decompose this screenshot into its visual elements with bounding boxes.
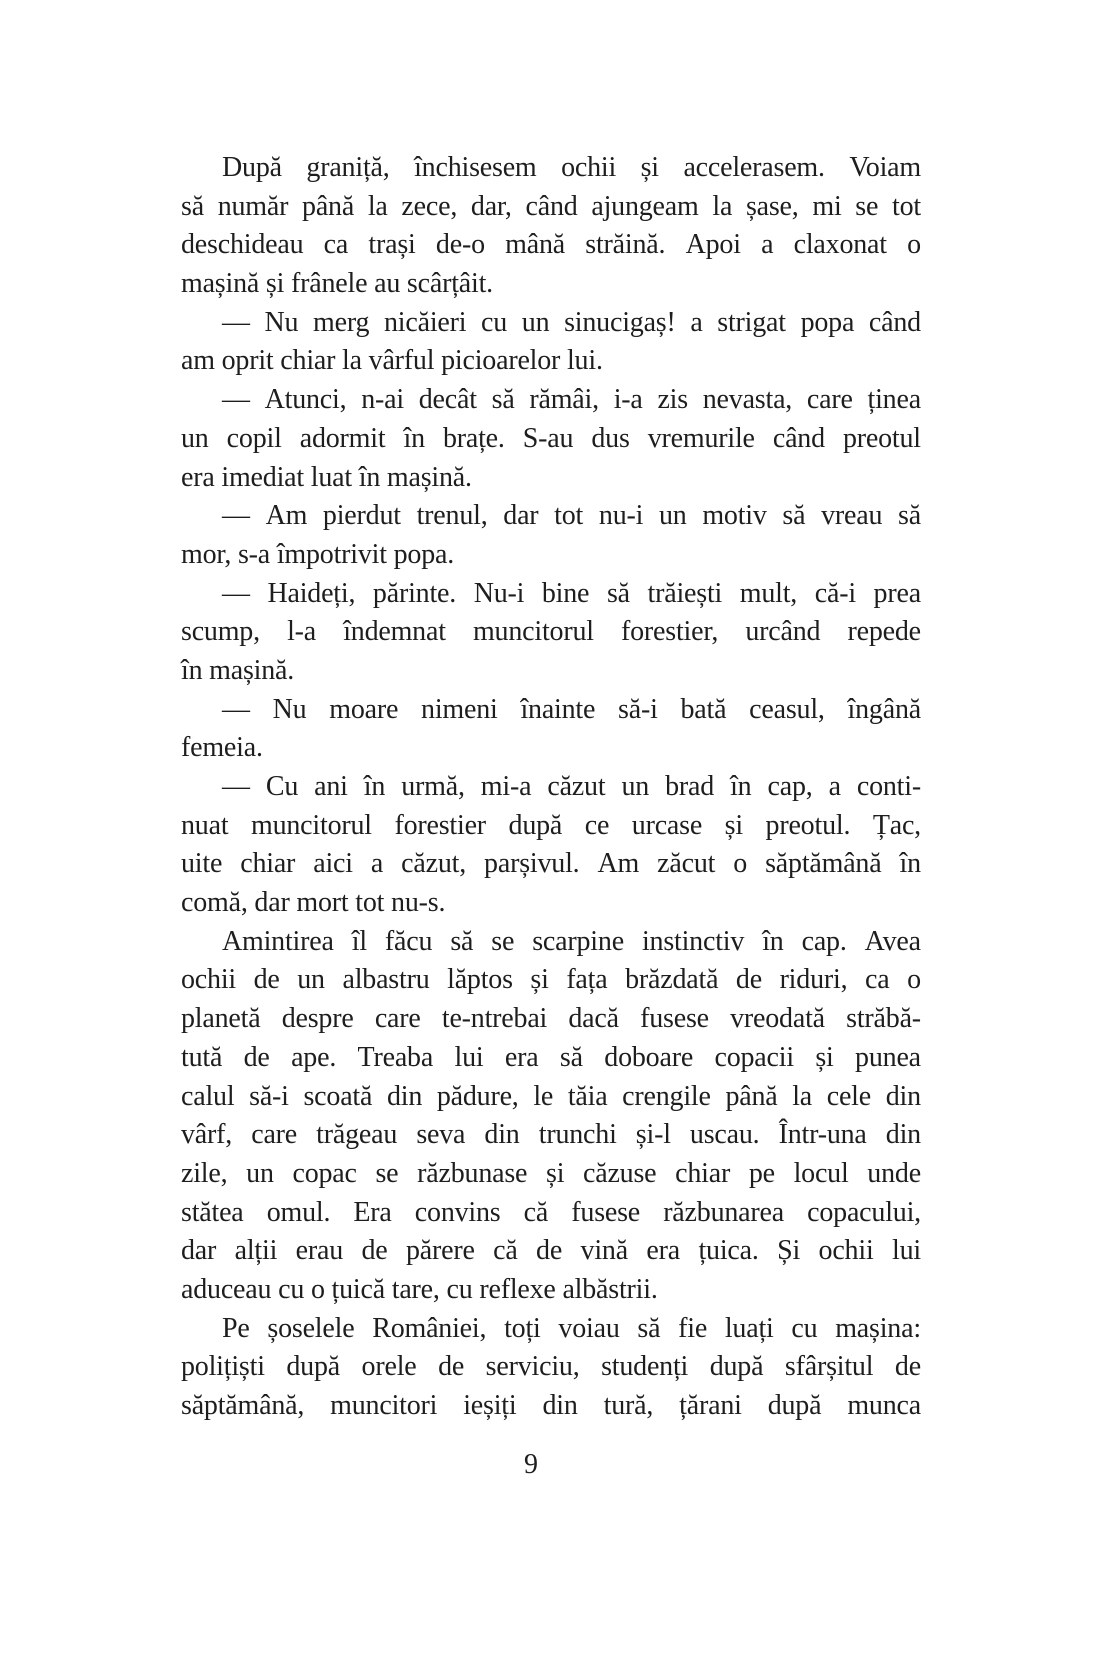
page-number: 9 <box>524 1449 538 1480</box>
text-line: — Nu merg nicăieri cu un sinucigaș! a strigat popa când <box>222 306 921 338</box>
text-line: mor, s-a împotrivit popa. <box>181 538 455 570</box>
text-line: — Nu moare nimeni înainte să-i bată ceasul, îngână <box>222 693 921 725</box>
text-line: Amintirea îl făcu să se scarpine instinctiv în cap. Avea <box>222 925 921 957</box>
text-line: — Cu ani în urmă, mi-a căzut un brad în cap, a conti- <box>222 771 921 802</box>
text-line: calul să-i scoată din pădure, le tăia crengile până la cele din <box>181 1080 921 1112</box>
body-text <box>181 149 921 1426</box>
text-line: uite chiar aici a căzut, parșivul. Am zăcut o săptămână în <box>181 848 921 880</box>
text-line: Pe șoselele României, toți voiau să fie luați cu mașina: <box>222 1312 921 1344</box>
text-line: ochii de un albastru lăptos și fața brăzdată de riduri, ca o <box>181 964 921 996</box>
text-line: aduceau cu o țuică tare, cu reflexe albăstrii. <box>181 1273 658 1305</box>
text-line: nuat muncitorul forestier după ce urcase și preotul. Țac, <box>181 809 921 841</box>
text-line: zile, un copac se răzbunase și căzuse chiar pe locul unde <box>181 1157 921 1189</box>
text-line: polițiști după orele de serviciu, studenți după sfârșitul de <box>181 1351 921 1383</box>
text-line: am oprit chiar la vârful picioarelor lui. <box>181 345 603 377</box>
text-line: scump, l-a îndemnat muncitorul forestier, urcând repede <box>181 616 921 648</box>
text-line: stătea omul. Era convins că fusese răzbunarea copacului, <box>181 1196 921 1228</box>
text-line: săptămână, muncitori ieșiți din tură, țărani după munca <box>181 1390 921 1421</box>
text-line: deschideau ca trași de-o mână străină. Apoi a claxonat o <box>181 229 921 261</box>
text-line: — Atunci, n-ai decât să rămâi, i-a zis nevasta, care ținea <box>222 384 921 416</box>
text-line: — Haideți, părinte. Nu-i bine să trăiești mult, că-i prea <box>222 577 921 609</box>
text-line: tută de ape. Treaba lui era să doboare copacii și punea <box>181 1041 921 1073</box>
text-line: femeia. <box>181 732 263 764</box>
text-line: vârf, care trăgeau seva din trunchi și-l uscau. Într-una din <box>181 1119 921 1151</box>
text-line: să număr până la zece, dar, când ajungeam la șase, mi se tot <box>181 190 921 222</box>
text-line: — Am pierdut trenul, dar tot nu-i un motiv să vreau să <box>222 500 921 532</box>
text-line: un copil adormit în brațe. S-au dus vremurile când preotul <box>181 422 921 454</box>
text-line: mașină și frânele au scârțâit. <box>181 268 493 300</box>
text-line: dar alții erau de părere că de vină era țuica. Și ochii lui <box>181 1235 921 1267</box>
text-line: planetă despre care te-ntrebai dacă fusese vreodată străbă- <box>181 1003 921 1035</box>
text-line: După graniță, închisesem ochii și accelerasem. Voiam <box>222 152 921 183</box>
text-line: în mașină. <box>181 654 295 686</box>
text-line: comă, dar mort tot nu-s. <box>181 887 446 919</box>
text-line: era imediat luat în mașină. <box>181 461 472 493</box>
